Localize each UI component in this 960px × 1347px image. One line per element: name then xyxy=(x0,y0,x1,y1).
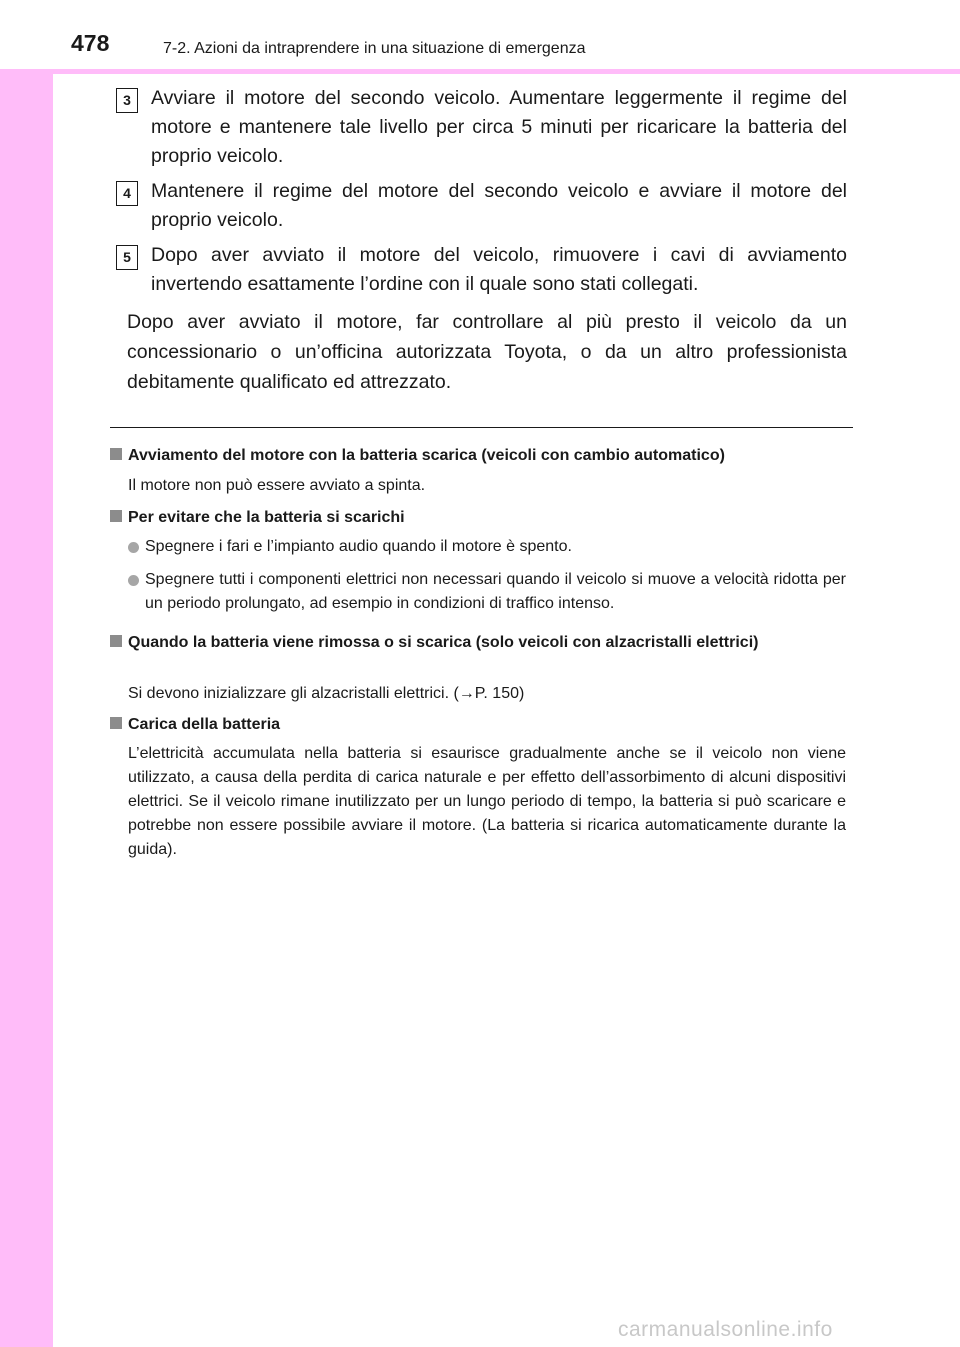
square-marker-icon xyxy=(110,448,122,460)
bullet-dot-icon xyxy=(128,542,139,553)
step-text: Avviare il motore del secondo veicolo. Aumentare leggermente il regime del motore e mantenere tale livello per circa 5 minuti per ricaricare la batteria del proprio veicolo. xyxy=(151,87,847,167)
square-marker-icon xyxy=(110,717,122,729)
note-heading: Carica della batteria xyxy=(110,713,854,737)
side-color-band xyxy=(0,0,53,1347)
header-band xyxy=(0,0,960,70)
step-text: Mantenere il regime del motore del secondo veicolo e avviare il motore del proprio veicolo. xyxy=(151,180,847,231)
list-item-text: Spegnere i fari e l’impianto audio quando il motore è spento. xyxy=(145,538,572,555)
note-heading: Avviamento del motore con la batteria scarica (veicoli con cambio automatico) xyxy=(110,444,854,468)
closing-paragraph: Dopo aver avviato il motore, far controllare al più presto il veicolo da un concessionario o un’officina autorizzata Toyota, o da un altro professionista debitamente qualificato ed attrezzato. xyxy=(127,311,847,393)
list-item xyxy=(128,535,846,559)
note-text: Si devono inizializzare gli alzacristalli elettrici. (→P. 150) xyxy=(128,685,525,702)
square-marker-icon xyxy=(110,510,122,522)
watermark: carmanualsonline.info xyxy=(618,1318,833,1341)
section-divider xyxy=(110,427,853,428)
list-item-text: Spegnere tutti i componenti elettrici non necessari quando il veicolo si muove a velocità ridotta per un periodo prolungato, ad esempio in condizioni di traffico intenso. xyxy=(145,571,846,612)
step-3 xyxy=(116,84,847,171)
header-rule xyxy=(0,69,960,74)
running-head: 7-2. Azioni da intraprendere in una situazione di emergenza xyxy=(163,40,586,57)
step-5 xyxy=(116,241,847,299)
step-text: Dopo aver avviato il motore del veicolo, rimuovere i cavi di avviamento invertendo esattamente l’ordine con il quale sono stati collegati. xyxy=(151,244,847,295)
note-heading: Per evitare che la batteria si scarichi xyxy=(110,506,854,530)
note-heading: Quando la batteria viene rimossa o si scarica (solo veicoli con alzacristalli elettrici) xyxy=(110,631,854,655)
square-marker-icon xyxy=(110,635,122,647)
step-number-badge: 5 xyxy=(116,245,138,270)
step-4 xyxy=(116,177,847,235)
page-number: 478 xyxy=(71,30,110,56)
bullet-dot-icon xyxy=(128,575,139,586)
note-text: L’elettricità accumulata nella batteria si esaurisce gradualmente anche se il veicolo non viene utilizzato, a causa della perdita di carica naturale e per effetto dell’assorbimento di alcuni dispositivi elettrici. Se il veicolo rimane inutilizzato per un lungo periodo di tempo, la batteria si può scaricare e potrebbe non essere possibile avviare il motore. (La batteria si ricarica automaticamente durante la guida). xyxy=(128,745,846,858)
step-number-badge: 4 xyxy=(116,181,138,206)
list-item xyxy=(128,568,846,616)
note-text: Il motore non può essere avviato a spinta. xyxy=(128,477,426,494)
step-number-badge: 3 xyxy=(116,88,138,113)
